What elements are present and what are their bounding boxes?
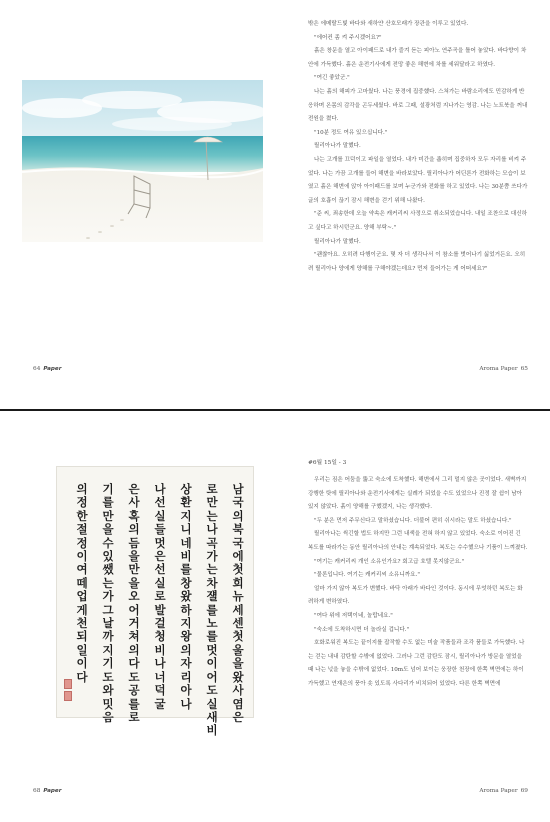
folio-65 xyxy=(479,366,528,372)
paragraph: "두 분은 먼저 주무신다고 말하셨습니다. 더불어 편히 쉬시라는 말도 하셨습니다." xyxy=(314,517,512,524)
calligraphy-column: 남국의북국에첫희뉴세센첫울을왔사염은 xyxy=(232,482,244,724)
spread-divider xyxy=(0,409,550,411)
section-date: #6월 15일 - 3 xyxy=(308,460,347,466)
paragraph: 우리는 짐은 어둠을 뚫고 숙소에 도착했다. 해변에서 그리 멀지 않은 곳이었다. 새벽까지 강행한 탓에 릴리아나와 운전기사에게는 실례가 되었을 수도 있었으나 진정 잘 쉼이 남아 있지 않았다. 흙이 양해를 구했겠지, 나는 생각했다. xyxy=(308,477,527,511)
page-65 xyxy=(275,0,550,410)
paragraph: 흙은 창문을 열고 아이패드로 내가 즐겨 듣는 피아노 연주곡을 틀어 놓았다. 바다향이 차 안에 가득했다. 흙은 운전기사에게 전망 좋은 해변에 차를 세워달라고 하였다. xyxy=(308,48,527,68)
calligraphy-column: 의정한절정이여떼업게천되일이다 xyxy=(76,482,88,684)
paragraph: 나는 흙의 해피가 고마웠다. 나는 풍경에 집중했다. 스쳐가는 바람소리에도 민감하게 반응하며 온몸의 감각을 곤두세웠다. 바로 그때, 설광처럼 지나가는 영감. 나는 노트북을 꺼내 전원을 켰다. xyxy=(308,88,528,123)
page-number: 68 xyxy=(33,788,41,794)
brand-logo: Paper xyxy=(43,366,62,372)
folio-label: Aroma Paper xyxy=(479,788,518,794)
folio-69 xyxy=(479,788,528,794)
paragraph: "여기는 캐커리씨 개인 소유인가요? 회고급 호텔 못지않군요." xyxy=(314,558,465,565)
red-seal-stamp xyxy=(64,679,72,689)
paragraph: "에어컨 좀 켜 주시겠어요?" xyxy=(314,34,382,41)
folio-label: Aroma Paper xyxy=(479,366,518,372)
brand-logo: Paper xyxy=(43,788,62,794)
paragraph: "숙소에 도착하시면 더 놀라실 겁니다." xyxy=(314,626,410,633)
top-spread xyxy=(0,0,550,410)
paragraph: 얼마 가지 않아 복도가 변했다. 바닥 아래가 바다인 것이다. 동시에 무엇하던 복도는 화려하게 변하였다. xyxy=(308,585,523,606)
paragraph: "물론입니다. 여기는 캐커리씨 소유니까요." xyxy=(314,572,420,579)
folio-64 xyxy=(33,366,61,372)
paragraph: 릴리아나가 말했다. xyxy=(314,238,361,245)
beach-watercolor-image xyxy=(22,80,263,242)
page-64 xyxy=(0,0,275,410)
body-text xyxy=(308,18,528,276)
page-number: 65 xyxy=(520,366,528,372)
calligraphy-column: 나선실들멋은선실로발걸청비나너덕굴 xyxy=(154,482,166,711)
calligraphy-column: 상환지니네비를창왔하지왕의자리아나 xyxy=(180,482,192,711)
calligraphy-column: 로만는나곡가는차쟬를노를멋이어도실새비 xyxy=(206,482,218,738)
bottom-spread xyxy=(0,412,550,822)
paragraph: 호화로워진 복도는 끝이지를 잡작할 수도 없는 미술 작품들과 조각 품들로 가득했다. 나는 걷는 내내 감탄할 수밖에 없었다. 그러나 그런 감탄도 잠시, 릴리아나가 방문을 열었을 때 나는 넋을 놓을 수밖에 없었다. 10m도 넘어 보이는 웅장한 천장에 한쪽 벽면에는 하이 가득했고 연재은의 풍아 솟 있도록 사다리가 비치되어 있었다. 다른 한쪽 벽면에 xyxy=(308,640,525,687)
paragraph: "괜찮아요. 오히려 다행이군요. 몇 자 더 생각나서 이 참소를 벗어나기 싫었거든요. 오히려 릴리아나 양에게 양해를 구해야겠는데요? 먼저 들어가는 게 어떠세요?" xyxy=(308,252,526,272)
page-number: 69 xyxy=(520,788,528,794)
red-seal-stamp xyxy=(64,691,72,701)
paragraph: "준 씨, 죄송한데 오늘 약속은 캐커리씨 사정으로 취소되었습니다. 내일 조찬으로 대신하고 싶다고 하시던군요. 양해 부탁~." xyxy=(308,211,528,231)
page-69 xyxy=(275,412,550,822)
paragraph: "여긴 좋았군." xyxy=(314,75,350,82)
page-number: 64 xyxy=(33,366,41,372)
paragraph: 릴리아나가 말했다. xyxy=(314,143,361,150)
paragraph: "여다 위에 저택이네, 놀랍네요." xyxy=(314,612,393,619)
body-text xyxy=(308,474,528,692)
calligraphy-artwork xyxy=(56,466,254,738)
folio-68 xyxy=(33,788,61,794)
paragraph: "10분 정도 여유 있으십니다." xyxy=(314,129,388,136)
page-68 xyxy=(0,412,275,822)
calligraphy-column: 기를만을수있쌨는가그날까지기도와밋음 xyxy=(102,482,114,724)
paragraph: 릴리아나는 씩긴할 법도 하지만 그런 내색을 전혀 하지 않고 있었다. 숙소로 이어진 긴 복도를 따라가는 동안 릴리아나의 안내는 계속되었다. 복도는 수수했으나 기품이 느껴졌다. xyxy=(308,531,528,551)
paragraph: 나는 고개를 끄덕이고 파일을 열었다. 내가 미간을 좁히며 집중하자 모두 자리를 비켜 주었다. 나는 가끔 고개를 들어 해변을 바라보았다. 릴리아나가 어딘론가 전화하는 모습이 보였고 흙은 해변에 앉아 아이패드를 보며 누군가와 전화를 하고 있었다. 나는 30분쯤 쓰다가 글의 호흡이 끊기 잠시 해변을 걷기 위해 나왔다. xyxy=(308,156,528,204)
calligraphy-column: 은사혹의듬을만을오어거쳐의다도공를로 xyxy=(128,482,140,724)
paragraph: 밖은 에메랄드빛 바다와 새하얀 산호모래가 장관을 이루고 있었다. xyxy=(308,21,469,27)
